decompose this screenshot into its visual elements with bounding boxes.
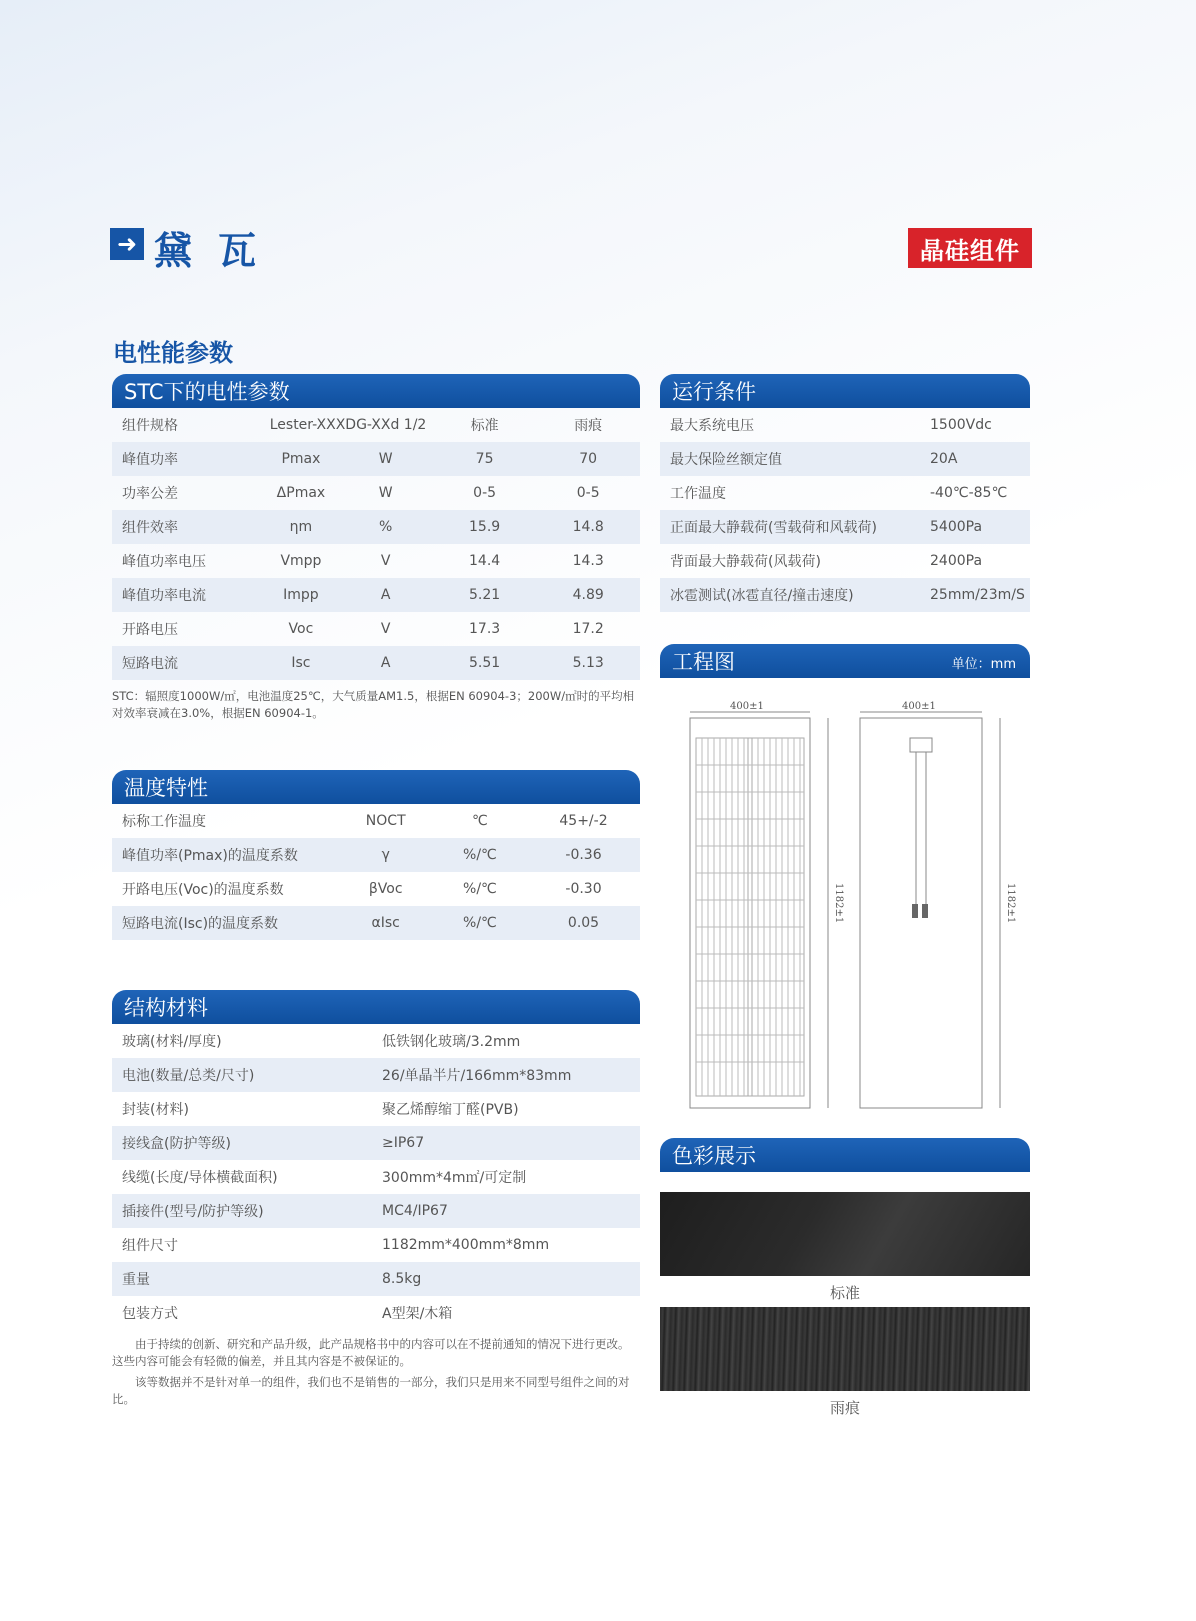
- row-rain: 70: [579, 451, 598, 467]
- row-value: 26/单晶半片/166mm*83mm: [382, 1068, 572, 1084]
- row-label: 短路电流(Isc)的温度系数: [122, 916, 279, 932]
- row-label: 峰值功率: [122, 452, 178, 468]
- table-row: [112, 578, 640, 612]
- row-value: 25mm/23m/S: [930, 587, 1025, 603]
- stc-head-rain: 雨痕: [574, 418, 603, 434]
- row-label: 包装方式: [122, 1306, 178, 1322]
- row-label: 接线盒(防护等级): [122, 1136, 231, 1152]
- table-row: [112, 476, 640, 510]
- row-label: 峰值功率电流: [122, 588, 206, 604]
- row-rain: 14.3: [572, 553, 604, 569]
- drawing-unit: 单位：mm: [951, 657, 1016, 672]
- temperature-panel-title: 温度特性: [112, 770, 640, 804]
- table-row: [112, 646, 640, 680]
- row-value: 0.05: [567, 915, 600, 931]
- row-value: 聚乙烯醇缩丁醛(PVB): [382, 1102, 519, 1118]
- row-label: 开路电压: [122, 622, 178, 638]
- row-symbol: αIsc: [371, 915, 400, 931]
- height-label: 1182±1: [833, 883, 844, 924]
- row-rain: 17.2: [572, 621, 604, 637]
- standard-color-label: 标准: [829, 1284, 860, 1302]
- row-standard: 5.51: [469, 655, 501, 671]
- row-value: 20A: [930, 451, 958, 467]
- row-value: 5400Pa: [930, 519, 983, 535]
- table-row: [660, 408, 1030, 442]
- row-unit: V: [380, 553, 391, 569]
- temperature-panel: [112, 770, 640, 940]
- row-symbol: ΔPmax: [276, 485, 326, 501]
- structure-panel-title: 结构材料: [112, 990, 640, 1024]
- row-symbol: Isc: [291, 655, 311, 671]
- standard-color-swatch: [660, 1192, 1030, 1276]
- row-unit: W: [378, 451, 393, 467]
- row-rain: 5.13: [572, 655, 604, 671]
- row-label: 标称工作温度: [122, 814, 206, 830]
- table-row: [112, 804, 640, 838]
- row-label: 冰雹测试(冰雹直径/撞击速度): [670, 588, 854, 604]
- section-heading: 电性能参数: [113, 339, 233, 367]
- stc-head-standard: 标准: [470, 418, 499, 434]
- row-value: 8.5kg: [382, 1271, 422, 1287]
- row-label: 功率公差: [122, 486, 178, 502]
- row-unit: ℃: [472, 813, 488, 829]
- row-standard: 17.3: [469, 621, 501, 637]
- row-standard: 0-5: [473, 485, 497, 501]
- row-unit: V: [380, 621, 391, 637]
- row-value: -0.30: [565, 881, 602, 897]
- row-symbol: Voc: [288, 621, 314, 637]
- row-symbol: Impp: [283, 587, 319, 603]
- table-row: [112, 838, 640, 872]
- row-label: 组件效率: [122, 520, 178, 536]
- table-row: [112, 544, 640, 578]
- row-unit: W: [378, 485, 393, 501]
- row-label: 最大保险丝额定值: [670, 452, 782, 468]
- stc-panel-title: STC下的电性参数: [112, 374, 640, 408]
- row-label: 正面最大静载荷(雪载荷和风载荷): [670, 520, 877, 536]
- row-label: 电池(数量/总类/尺寸): [122, 1068, 255, 1084]
- width-label: 400±1: [730, 701, 764, 712]
- table-row: [112, 1092, 640, 1126]
- junction-box: [910, 738, 932, 752]
- table-row: [112, 510, 640, 544]
- row-value: -40℃-85℃: [930, 485, 1008, 501]
- row-symbol: Pmax: [281, 451, 321, 467]
- disclaimer-1: 由于持续的创新、研究和产品升级，此产品规格书中的内容可以在不提前通知的情况下进行更改。这些内容可能会有轻微的偏差，并且其内容是不被保证的。: [112, 1337, 630, 1368]
- stc-head-model: Lester-XXXDG-XXd 1/2: [269, 417, 427, 433]
- row-rain: 4.89: [572, 587, 604, 603]
- row-label: 组件尺寸: [122, 1238, 178, 1254]
- table-row: [112, 906, 640, 940]
- table-row: [660, 476, 1030, 510]
- table-row: [112, 1024, 640, 1058]
- row-label: 玻璃(材料/厚度): [122, 1034, 222, 1050]
- stc-header-row: [112, 408, 640, 442]
- row-unit: A: [380, 587, 391, 603]
- row-standard: 75: [475, 451, 494, 467]
- row-value: 1500Vdc: [930, 417, 992, 433]
- width-label: 400±1: [902, 701, 936, 712]
- row-label: 线缆(长度/导体横截面积): [122, 1170, 278, 1186]
- row-unit: %: [379, 519, 393, 535]
- table-row: [660, 544, 1030, 578]
- height-label: 1182±1: [1005, 883, 1016, 924]
- row-label: 封装(材料): [122, 1102, 189, 1118]
- row-unit: %/℃: [463, 881, 497, 897]
- row-value: ≥IP67: [382, 1135, 425, 1151]
- row-unit: %/℃: [463, 847, 497, 863]
- row-label: 峰值功率(Pmax)的温度系数: [122, 848, 298, 864]
- row-value: 45+/-2: [559, 813, 608, 829]
- row-label: 短路电流: [122, 656, 178, 672]
- color-panel: [660, 1138, 1030, 1172]
- row-symbol: γ: [381, 847, 390, 863]
- row-unit: %/℃: [463, 915, 497, 931]
- drawing-panel-header: [660, 644, 1030, 678]
- row-label: 背面最大静载荷(风载荷): [670, 554, 821, 570]
- color-panel-title: 色彩展示: [660, 1138, 1030, 1172]
- rain-color-label: 雨痕: [829, 1399, 860, 1417]
- row-value: MC4/IP67: [382, 1203, 448, 1219]
- arrow-icon: ➜: [110, 228, 144, 260]
- back-view-frame: [860, 718, 982, 1108]
- row-value: A型架/木箱: [382, 1306, 453, 1322]
- table-row: [112, 1058, 640, 1092]
- row-value: 低铁钢化玻璃/3.2mm: [382, 1034, 521, 1050]
- table-row: [660, 442, 1030, 476]
- row-standard: 14.4: [469, 553, 501, 569]
- row-label: 工作温度: [670, 486, 726, 502]
- stc-panel: [112, 374, 640, 722]
- table-row: [112, 612, 640, 646]
- engineering-drawing: [660, 698, 1030, 1118]
- stc-head-spec: 组件规格: [122, 418, 178, 434]
- row-symbol: NOCT: [365, 813, 406, 829]
- table-row: [112, 1194, 640, 1228]
- row-symbol: ηm: [289, 519, 313, 535]
- table-row: [112, 442, 640, 476]
- row-label: 插接件(型号/防护等级): [122, 1204, 264, 1220]
- operating-panel-title: 运行条件: [660, 374, 1030, 408]
- table-row: [112, 1126, 640, 1160]
- table-row: [112, 1262, 640, 1296]
- table-row: [112, 1160, 640, 1194]
- row-label: 重量: [122, 1272, 150, 1288]
- row-standard: 5.21: [469, 587, 501, 603]
- row-standard: 15.9: [469, 519, 501, 535]
- operating-panel: [660, 374, 1030, 612]
- table-row: [660, 578, 1030, 612]
- table-row: [660, 510, 1030, 544]
- row-symbol: Vmpp: [280, 553, 322, 569]
- connector-icon: [922, 904, 928, 918]
- row-rain: 0-5: [576, 485, 600, 501]
- page-title: 黛瓦: [154, 228, 283, 273]
- row-label: 峰值功率电压: [122, 554, 206, 570]
- category-badge: 晶硅组件: [908, 228, 1032, 268]
- row-value: -0.36: [565, 847, 602, 863]
- row-label: 最大系统电压: [670, 418, 754, 434]
- disclaimer-2: 该等数据并不是针对单一的组件，我们也不是销售的一部分，我们只是用来不同型号组件之间的对比。: [112, 1375, 630, 1406]
- row-unit: A: [380, 655, 391, 671]
- rain-color-swatch: [660, 1307, 1030, 1391]
- row-rain: 14.8: [572, 519, 604, 535]
- drawing-panel: [660, 644, 1030, 678]
- structure-panel: [112, 990, 640, 1408]
- drawing-panel-title: 工程图: [672, 650, 735, 674]
- table-row: [112, 1296, 640, 1330]
- row-value: 1182mm*400mm*8mm: [382, 1237, 550, 1253]
- stc-footnote: STC：辐照度1000W/㎡，电池温度25℃，大气质量AM1.5，根据EN 60904-3；200W/㎡时的平均相对效率衰减在3.0%，根据EN 60904-1。: [112, 689, 635, 720]
- row-value: 300mm*4m㎡/可定制: [382, 1170, 527, 1186]
- row-label: 开路电压(Voc)的温度系数: [122, 882, 284, 898]
- connector-icon: [912, 904, 918, 918]
- row-symbol: βVoc: [368, 881, 403, 897]
- row-value: 2400Pa: [930, 553, 983, 569]
- table-row: [112, 872, 640, 906]
- table-row: [112, 1228, 640, 1262]
